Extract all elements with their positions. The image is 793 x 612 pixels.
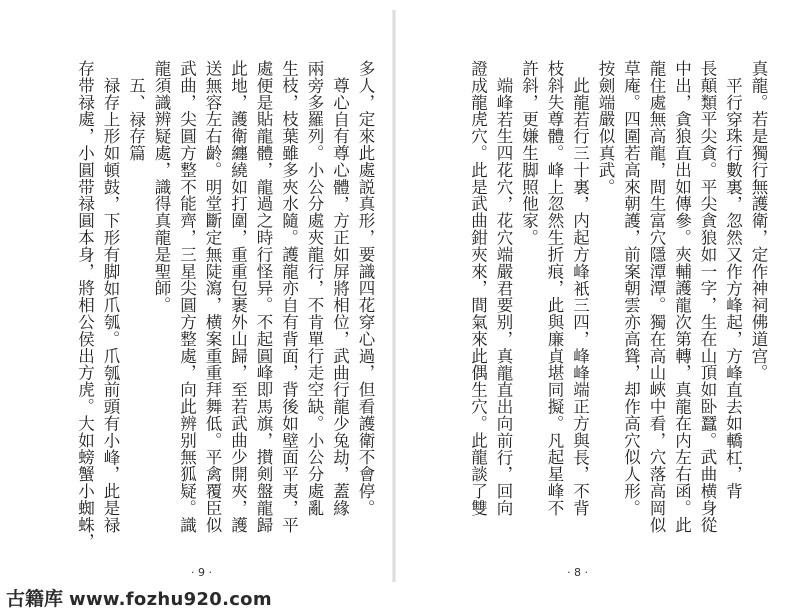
right-page-text <box>465 60 771 560</box>
text-line: 禄存上形如頓鼓，下形有脚如爪瓠。爪瓠前頭有小峰，此是禄 <box>101 76 120 533</box>
right-page-number: · 8 · <box>567 566 588 579</box>
text-line: 龍住處無高龍，間生富穴隱潭潭。獨在高山峽中看，穴落高岡似 <box>647 60 666 534</box>
right-page <box>396 0 793 612</box>
text-line: 送無容左右齡。明堂斷定無陡瀉，横案重重拜舞低。平禽覆臣似 <box>203 60 222 534</box>
text-line: 許斜，更嫌生脚照他家。 <box>519 60 539 246</box>
left-page-number: · 9 · <box>191 566 212 579</box>
watermark-name: 古籍库 <box>6 588 64 610</box>
text-line: 存带禄處，小圓带禄圓本身，將相公侯出方虎。大如螃蟹小蜘蛛， <box>75 60 95 551</box>
watermark-bar <box>0 583 793 612</box>
text-line: 五、禄存篇 <box>126 76 146 161</box>
text-line: 長顛類平尖貪。平尖貪狼如一字，生在山頂如卧蠶。武曲横身從 <box>698 60 717 534</box>
text-line: 平行穿珠行數裏，忽然又作方峰起，方峰直去如轎杠，背 <box>723 76 743 499</box>
text-line: 多人，定來此處説真形，要識四花穿心過，但看護衛不會停。 <box>356 60 375 517</box>
text-line: 真龍。若是獨行無護衛，定作神祠佛道宫。 <box>749 60 768 382</box>
watermark-text <box>6 584 272 611</box>
text-line: 枝斜失尊體。峰上忽然生折痕，此與廉貞堪同擬。凡起星峰不 <box>545 60 564 517</box>
text-line: 尊心自有尊心體，方正如屏將相位，武曲行龍少兔劫，蓋緣 <box>330 76 350 516</box>
left-page <box>0 0 392 612</box>
text-line: 按劍端嚴似真武。 <box>596 60 615 196</box>
text-line: 龍須識辨疑處，識得真龍是聖師。 <box>152 60 171 314</box>
text-line: 中出，貪狼直出如傳參。夾輔護龍次第轉，真龍在内左右函。此 <box>672 60 692 534</box>
text-line: 此地，護衛纏繞如打圍，重重包裹外山歸，至若武曲少開夾，護 <box>228 60 248 534</box>
text-line: 處便是貼龍體，龍過之時行怪异。不起圓峰即馬旗，攅剣盤龍歸 <box>254 60 273 534</box>
text-line: 此龍若行三十裏，内起方峰衹三四，峰峰端正方與長，不背 <box>570 76 590 516</box>
watermark-url: www.fozhu920.com <box>69 589 272 610</box>
text-line: 端峰若生四花穴，花穴端嚴君要别，真龍直出向前行，回向 <box>494 76 513 516</box>
text-line: 武曲，尖圓方整不能齊，三星尖圓方整處，向此辨别無狐疑。識 <box>177 60 197 534</box>
text-line: 生枝，枝葉雖多夾水隨。護龍亦自有背面，背後如壁面平夷，平 <box>279 60 299 534</box>
left-page-text <box>72 60 378 560</box>
text-line: 兩旁多羅列。小公分處夾龍行，不肯單行走空缺。小公分處亂 <box>305 60 324 517</box>
text-line: 草庵。四圍若高來朝護，前案朝雲亦高聳，却作高穴似人形。 <box>621 60 641 517</box>
text-line: 證成龍虎穴。此是武曲鉗夾來，間氣來此偶生穴。此龍談了雙 <box>468 60 488 517</box>
